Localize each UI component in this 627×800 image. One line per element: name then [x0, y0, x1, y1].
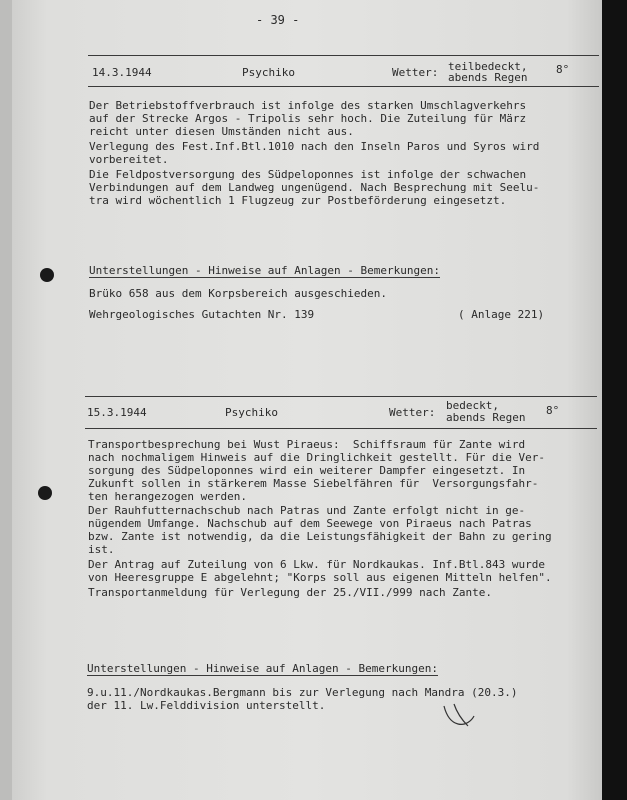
entry1-p3-line3: tra wird wöchentlich 1 Flugzeug zur Postbeförderung eingesetzt. — [89, 194, 507, 207]
entry2-p2-line4: ist. — [88, 543, 115, 556]
entry1-header-rule — [88, 86, 599, 87]
entry1-p1-line2: auf der Strecke Argos - Tripolis sehr hoch. Die Zuteilung für März — [89, 112, 527, 125]
entry1-weather-line1: teilbedeckt, — [448, 60, 528, 73]
entry1-remark2: Wehrgeologisches Gutachten Nr. 139 — [89, 308, 315, 321]
entry2-p2-line2: nügendem Umfange. Nachschub auf dem Seewege von Piraeus nach Patras — [88, 517, 532, 530]
entry2-remark1: 9.u.11./Nordkaukas.Bergmann bis zur Verlegung nach Mandra (20.3.) — [87, 686, 518, 699]
entry2-p1-line2: nach nochmaligem Hinweis auf die Dringlichkeit gestellt. Für die Ver- — [88, 451, 545, 464]
right-scan-edge — [602, 0, 627, 800]
entry2-date: 15.3.1944 — [87, 406, 147, 419]
left-margin-shadow — [0, 0, 12, 800]
entry1-p1-line1: Der Betriebstoffverbrauch ist infolge des starken Umschlagverkehrs — [89, 99, 527, 112]
entry1-p3-line1: Die Feldpostversorgung des Südpeloponnes ist infolge der schwachen — [89, 168, 527, 181]
entry1-place: Psychiko — [242, 66, 295, 79]
entry2-p2-line3: bzw. Zante ist notwendig, da die Leistungsfähigkeit der Bahn zu gering — [88, 530, 552, 543]
entry2-weather-label: Wetter: — [389, 406, 436, 419]
entry2-place: Psychiko — [225, 406, 278, 419]
entry1-p3-line2: Verbindungen auf dem Landweg ungenügend. Nach Besprechung mit Seelu- — [89, 181, 540, 194]
entry1-p1-line3: reicht unter diesen Umständen nicht aus. — [89, 125, 354, 138]
entry2-p1-line4: Zukunft sollen in stärkerem Masse Siebelfähren für Versorgungsfahr- — [88, 477, 539, 490]
page-number: - 39 - — [256, 13, 300, 27]
entry1-remarks-heading: Unterstellungen - Hinweise auf Anlagen - Bemerkungen: — [89, 264, 440, 277]
entry2-weather-line2: abends Regen — [446, 411, 526, 424]
entry2-remarks-heading: Unterstellungen - Hinweise auf Anlagen - Bemerkungen: — [87, 662, 438, 675]
entry2-p1-line5: ten herangezogen werden. — [88, 490, 247, 503]
entry1-date: 14.3.1944 — [92, 66, 152, 79]
punch-hole-bottom — [38, 486, 52, 500]
entry2-weather-line1: bedeckt, — [446, 399, 499, 412]
handwritten-mark — [440, 700, 480, 730]
entry1-remark1: Brüko 658 aus dem Korpsbereich ausgeschieden. — [89, 287, 388, 300]
entry2-p3-line2: von Heeresgruppe E abgelehnt; "Korps soll aus eigenen Mitteln helfen". — [88, 571, 552, 584]
entry2-temperature: 8° — [546, 404, 560, 417]
entry2-p1-line3: sorgung des Südpeloponnes wird ein weiterer Dampfer eingesetzt. In — [88, 464, 526, 477]
entry2-p3-line1: Der Antrag auf Zuteilung von 6 Lkw. für Nordkaukas. Inf.Btl.843 wurde — [88, 558, 545, 571]
entry2-top-rule — [85, 396, 597, 397]
entry1-remark2-annex: ( Anlage 221) — [458, 308, 545, 321]
entry1-p2-line1: Verlegung des Fest.Inf.Btl.1010 nach den Inseln Paros und Syros wird — [89, 140, 540, 153]
punch-hole-top — [40, 268, 54, 282]
entry1-weather-label: Wetter: — [392, 66, 439, 79]
entry2-p4-line1: Transportanmeldung für Verlegung der 25./VII./999 nach Zante. — [88, 586, 492, 599]
entry2-p2-line1: Der Rauhfutternachschub nach Patras und Zante erfolgt nicht in ge- — [88, 504, 526, 517]
entry1-weather-line2: abends Regen — [448, 71, 528, 84]
entry2-p1-line1: Transportbesprechung bei Wust Piraeus: Schiffsraum für Zante wird — [88, 438, 526, 451]
entry1-top-rule — [88, 55, 599, 56]
entry1-p2-line2: vorbereitet. — [89, 153, 169, 166]
entry2-remark2: der 11. Lw.Felddivision unterstellt. — [87, 699, 326, 712]
entry2-header-rule — [85, 428, 597, 429]
entry1-temperature: 8° — [556, 63, 570, 76]
